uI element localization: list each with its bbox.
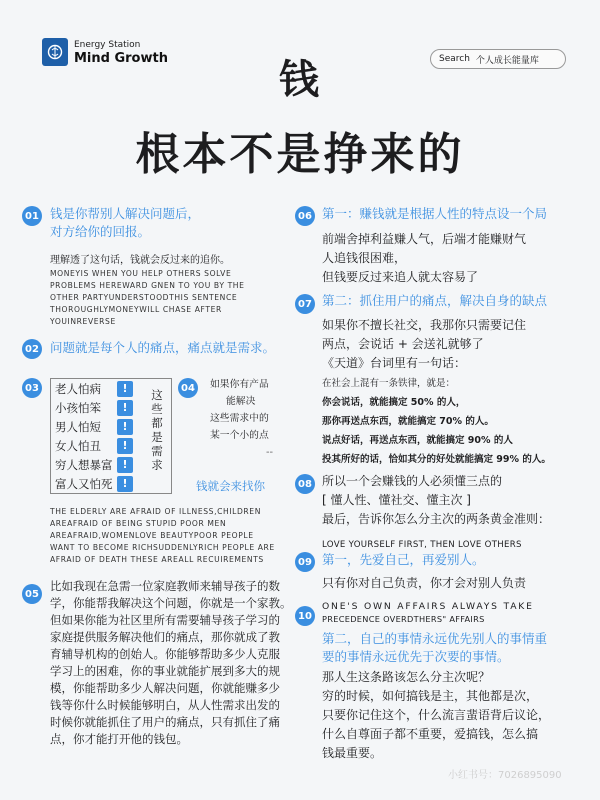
s1-eng3: OTHER PARTYUNDERSTOODTHIS SENTENCE [50, 293, 238, 302]
s8-line3: 最后，告诉你怎么分主次的两条黄金准则： [322, 512, 551, 526]
s1-eng4: THOROUGHLYMONEYWILL CHASE AFTER [50, 305, 222, 314]
section-number-07: 07 [295, 294, 315, 314]
watermark: 小红书号：7026895090 [448, 770, 562, 781]
s7-head: 第二：抓住用户的痛点，解决自身的缺点 [322, 293, 548, 308]
list-item: 男人怕短 ! [51, 417, 171, 436]
section-number-09: 09 [295, 552, 315, 572]
s1-eng5: YOUINREVERSE [50, 317, 116, 326]
title-line2: 根本不是挣来的 [135, 129, 465, 180]
s8-line1: 所以一个会赚钱的人必须懂三点的 [322, 474, 503, 488]
eng-block-3: AREAFRAID,WOMENLOVE BEAUTYPOOR PEOPLE [50, 531, 254, 540]
list-item: 小孩怕笨 ! [51, 398, 171, 417]
eng-block-2: AREAFRAID OF BEING STUPID POOR MEN [50, 519, 227, 528]
exclamation-icon: ! [117, 457, 133, 473]
s6-line3: 但钱要反过来追人就太容易了 [322, 270, 479, 284]
s9-eng: LOVE YOURSELF FIRST, THEN LOVE OTHERS [322, 540, 522, 550]
s10-paragraph: 那人生这条路该怎么分主次呢？ 穷的时候，如何搞钱是主，其他都是次， 只要你记住这个，什么流言蜚语背后议论， 什么自尊面子都不重要，爱搞钱，怎么搞 钱最重要。 [322, 670, 551, 760]
section-number-01: 01 [22, 206, 42, 226]
s7-line1: 如果你不擅长社交，我那你只需要记住 [322, 318, 527, 332]
s5-paragraph: 比如我现在急需一位家庭教师来辅导孩子的数 学，你能帮我解决这个问题，你就是一个家教。 但如果你能为社区里所有需要辅导孩子学习的 家庭提供服务解决他们的痛点，那你就成了教 育辅导机构的创始人。你能够帮助多少人克服 学习上的困难，你的事业就能扩展到多大的规 模，你能帮助多少人解决问题，你就能赚多少 钱等你什么时候能够明白，从人性需求出发的 时候你就能抓住了用户的痛点，只有抓住了痛 点，你才能打开他的钱包。 [50, 579, 292, 746]
s7-line7: 说点好话，再送点东西，就能搞定 90% 的人 [322, 435, 513, 446]
list-item: 女人怕丑 ! [51, 436, 171, 455]
exclamation-icon: ! [117, 381, 133, 397]
section-number-03: 03 [22, 378, 42, 398]
list-item: 穷人想暴富 ! [51, 455, 171, 474]
exclamation-icon: ! [117, 438, 133, 454]
s8-line2: [ 懂人性、懂社交、懂主次 ] [322, 493, 471, 507]
eng-block-4: WANT TO BECOME RICHSUDDENLYRICH PEOPLE ARE [50, 543, 275, 552]
s7-line2: 两点，会说话 + 会送礼就够了 [322, 337, 484, 351]
s4-line3: 这些需求中的 [210, 413, 269, 424]
section-number-06: 06 [295, 206, 315, 226]
s2-head: 问题就是每个人的痛点，痛点就是需求。 [50, 340, 276, 355]
s1-eng2: PROBLEMS HEREWARD GNEN TO YOU BY THE [50, 281, 245, 290]
s10-eng2: PRECEDENCE OVERDTHERS" AFFAIRS [322, 614, 485, 624]
s7-line3: 《天道》台词里有一句话： [322, 356, 467, 370]
s6-line2: 人追钱很困难， [322, 251, 407, 265]
eng-block-5: AFRAID OF DEATH THESE AREALL RECUIREMENTS [50, 555, 264, 564]
exclamation-icon: ! [117, 400, 133, 416]
s4-line4: 某一个小的点 [210, 430, 269, 441]
s1-head2: 对方给你的回报。 [50, 224, 151, 239]
s9-body: 只有你对自己负责，你才会对别人负责 [322, 576, 527, 590]
s10-head1: 第二，自己的事情永远优先别人的事情重 [322, 631, 548, 646]
section-number-04: 04 [178, 378, 198, 398]
exclamation-icon: ! [117, 476, 133, 492]
s7-line4: 在社会上混有一条铁律，就是： [322, 378, 456, 389]
exclamation-icon: ! [117, 419, 133, 435]
brand-line2: Mind Growth [74, 51, 168, 66]
search-value: 个人成长能量库 [475, 55, 539, 66]
s6-line1: 前端舍掉利益赚人气，后端才能赚财气 [322, 232, 527, 246]
s9-head: 第一，先爱自己，再爱别人。 [322, 552, 485, 567]
s10-head2: 要的事情永远优先于次要的事情。 [322, 649, 510, 664]
s7-line8: 投其所好的话，恰如其分的好处就能搞定 99% 的人。 [322, 454, 551, 465]
eng-block-1: THE ELDERLY ARE AFRAID OF ILLNESS,CHILDREN [50, 507, 261, 516]
search-label: Search [439, 54, 470, 64]
s6-head: 第一：赚钱就是根据人性的特点设一个局 [322, 206, 548, 221]
vertical-caption: 这 些 都 是 需 求 [151, 388, 163, 472]
list-item: 富人又怕死 ! [51, 474, 171, 493]
s10-eng1: ONE'S OWN AFFAIRS ALWAYS TAKE [322, 601, 534, 612]
brand-line1: Energy Station [74, 40, 141, 50]
s7-line6: 那你再送点东西，就能搞定 70% 的人。 [322, 416, 494, 427]
s4-line5: -- [266, 447, 274, 458]
s4-line6: 钱就会来找你 [196, 479, 265, 493]
section-number-08: 08 [295, 474, 315, 494]
section-number-10: 10 [295, 606, 315, 626]
s4-line1: 如果你有产品 [210, 379, 269, 390]
s1-head1: 钱是你帮别人解决问题后， [50, 206, 201, 221]
s1-eng1: MONEYIS WHEN YOU HELP OTHERS SOLVE [50, 269, 232, 278]
s7-line5: 你会说话，就能搞定 50% 的人， [322, 397, 466, 408]
s1-body: 理解透了这句话，钱就会反过来的追你。 [50, 255, 230, 266]
s4-line2: 能解决 [226, 396, 256, 407]
title-line1: 钱 [279, 57, 321, 103]
section-number-02: 02 [22, 339, 42, 359]
list-item: 老人怕病 ! [51, 379, 171, 398]
section-number-05: 05 [22, 584, 42, 604]
